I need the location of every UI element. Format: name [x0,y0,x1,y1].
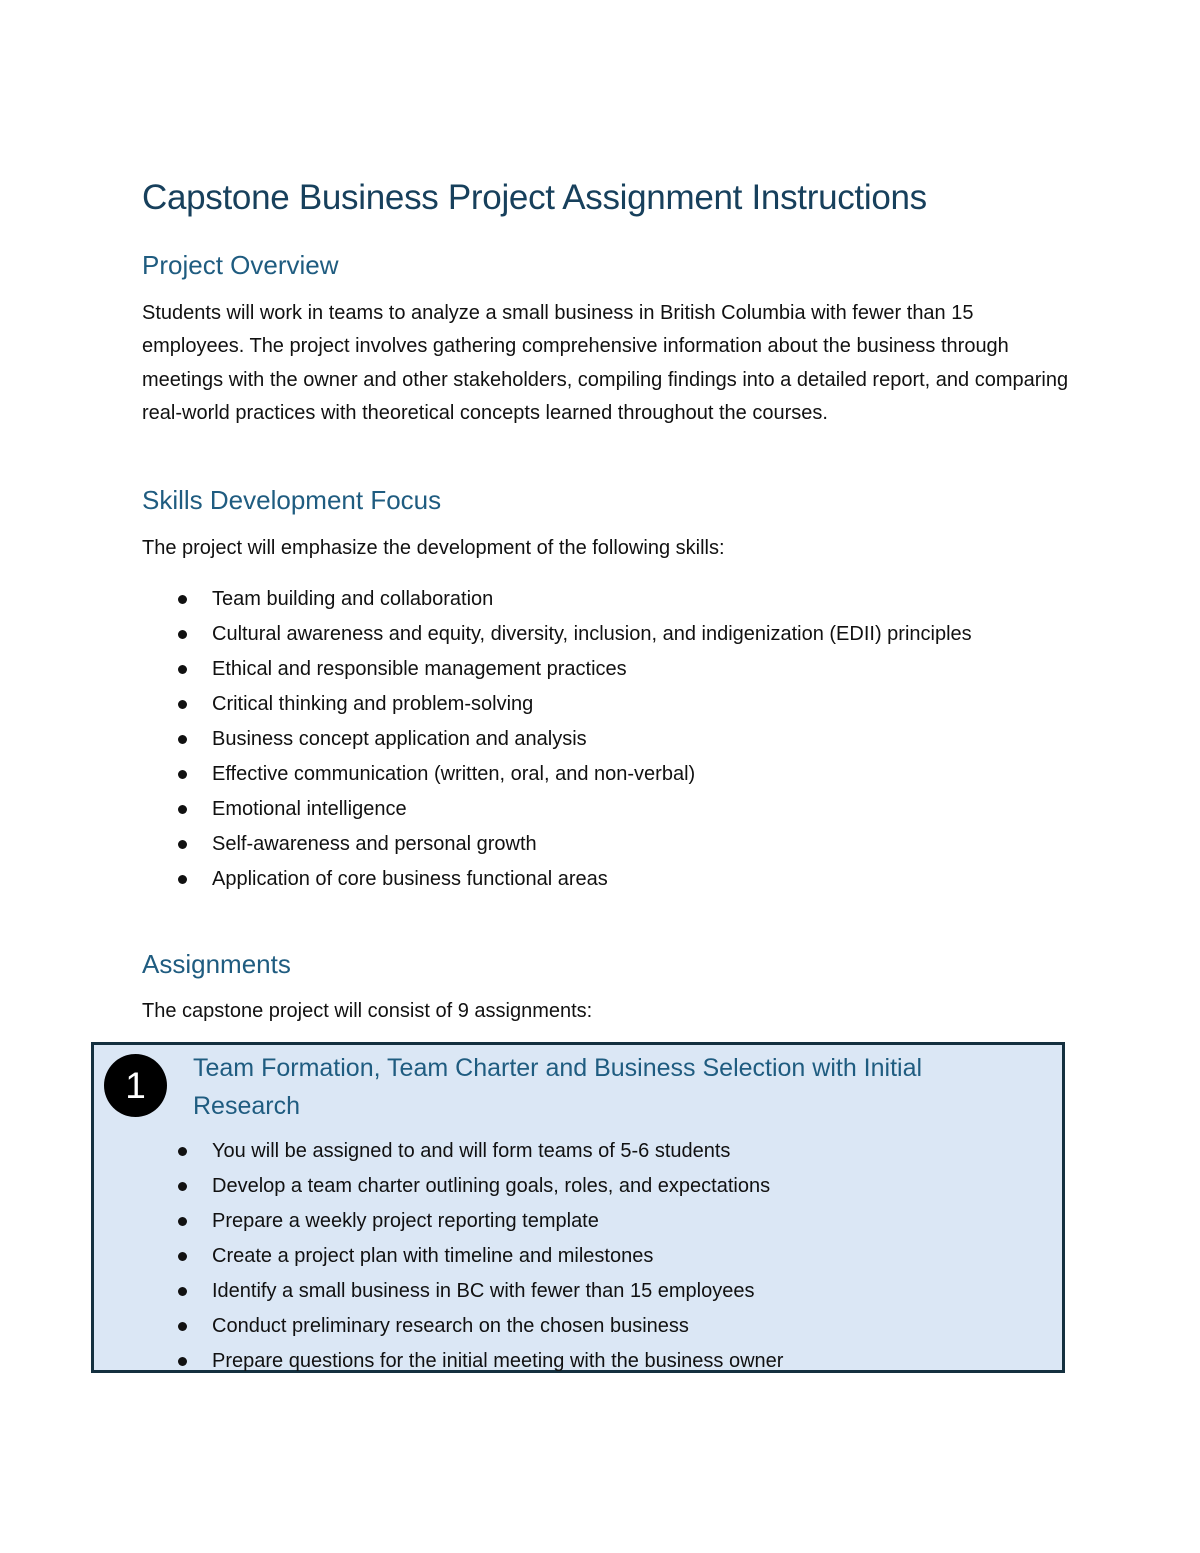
bullet-icon [178,665,187,674]
assignments-heading: Assignments [142,949,291,979]
bullet-icon [178,630,187,639]
task-text: Conduct preliminary research on the chosen business [212,1315,689,1337]
task-text: You will be assigned to and will form teams of 5-6 students [212,1140,731,1162]
bullet-icon [178,1287,187,1296]
list-item [142,758,1042,791]
project-overview-heading: Project Overview [142,250,339,280]
bullet-icon [178,1252,187,1261]
skill-text: Cultural awareness and equity, diversity, inclusion, and indigenization (EDII) principles [212,623,972,645]
assignment-1-title: Team Formation, Team Charter and Business Selection with Initial Research [193,1054,923,1120]
assignment-1-box [91,1042,1065,1373]
skill-text: Critical thinking and problem-solving [212,693,534,715]
list-item [142,1345,1042,1378]
list-item [142,793,1042,826]
assignments-intro: The capstone project will consist of 9 assignments: [142,1000,593,1022]
bullet-icon [178,735,187,744]
assignment-number-badge: 1 [104,1054,167,1117]
bullet-icon [178,805,187,814]
list-item [142,1310,1042,1343]
bullet-icon [178,875,187,884]
list-item [142,1135,1042,1168]
bullet-icon [178,700,187,709]
skill-text: Team building and collaboration [212,588,494,610]
project-overview-paragraph: Students will work in teams to analyze a small business in British Columbia with fewer than 15 employees. The project involves gathering comprehensive information about the business through meetings with the owner and other stakeholders, compiling findings into a detailed report, and comparing real-world practices with theoretical concepts learned throughout the courses. [142,302,1069,425]
list-item [142,583,1042,616]
task-text: Create a project plan with timeline and milestones [212,1245,654,1267]
list-item [142,1205,1042,1238]
skill-text: Application of core business functional areas [212,868,608,890]
bullet-icon [178,840,187,849]
skills-heading: Skills Development Focus [142,485,442,515]
skills-intro: The project will emphasize the development of the following skills: [142,537,725,559]
list-item [142,1240,1042,1273]
task-text: Develop a team charter outlining goals, roles, and expectations [212,1175,771,1197]
bullet-icon [178,1217,187,1226]
document-title: Capstone Business Project Assignment Instructions [142,178,927,217]
list-item [142,828,1042,861]
list-item [142,1170,1042,1203]
skills-list [142,583,1042,898]
bullet-icon [178,1147,187,1156]
list-item [142,1275,1042,1308]
bullet-icon [178,595,187,604]
list-item [142,653,1042,686]
bullet-icon [178,1182,187,1191]
list-item [142,863,1042,896]
skill-text: Self-awareness and personal growth [212,833,537,855]
skill-text: Business concept application and analysis [212,728,587,750]
skill-text: Effective communication (written, oral, and non-verbal) [212,763,696,785]
list-item [142,723,1042,756]
list-item [142,618,1042,651]
task-text: Prepare a weekly project reporting template [212,1210,599,1232]
list-item [142,688,1042,721]
skill-text: Ethical and responsible management practices [212,658,627,680]
task-text: Identify a small business in BC with fewer than 15 employees [212,1280,755,1302]
bullet-icon [178,1357,187,1366]
bullet-icon [178,1322,187,1331]
bullet-icon [178,770,187,779]
assignment-1-task-list [142,1135,1042,1380]
task-text: Prepare questions for the initial meeting with the business owner [212,1350,784,1372]
skill-text: Emotional intelligence [212,798,407,820]
